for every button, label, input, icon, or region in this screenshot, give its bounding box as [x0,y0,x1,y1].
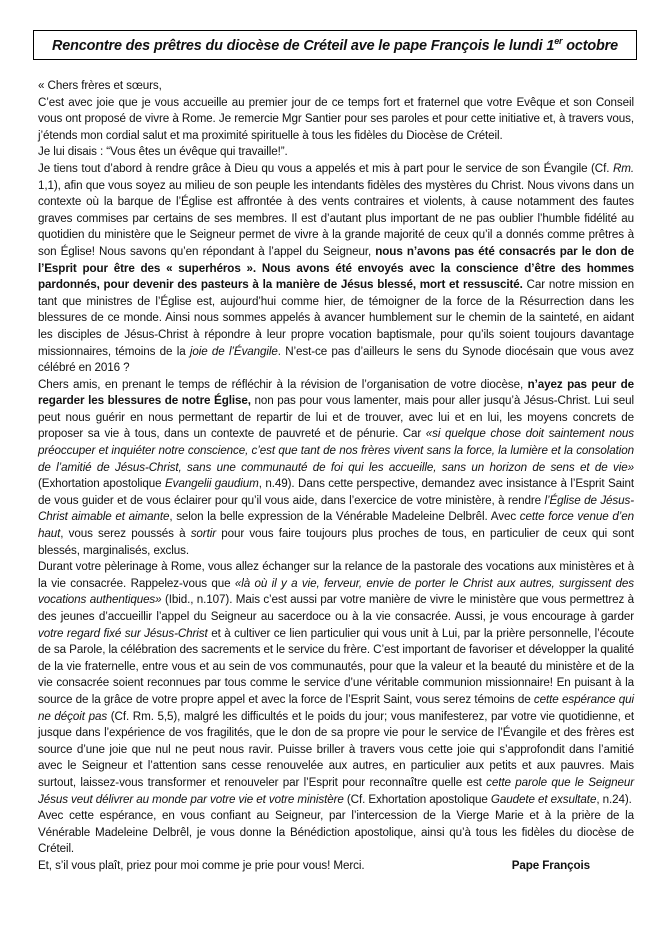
paragraph [38,144,634,161]
paragraph [38,559,634,808]
paragraphs [38,78,634,858]
text-run: , n.24). [596,792,632,806]
italic-text: «là où il y a vie, ferveur, envie de porter le Christ aux autres, surgissent des vocations authentiques» [38,576,634,607]
paragraph [38,78,634,95]
italic-text: Rm. [612,161,634,175]
italic-text: cette force venue d’en haut [38,510,634,541]
text-run: Car notre mission en tant que ministres de l’Église est, aujourd’hui comme hier, de témoigner de la force de la Résurrection dans les blessures de ce monde. Ainsi nous sommes appelés à avancer humblement sur le chemin de la sainteté, en aidant les disciples de Jésus-Christ à répondre à leur propre vocation baptismale, pour qu’ils soient toujours davantage missionnaires, témoins de la [38,278,634,358]
italic-text: l’Église de Jésus-Christ aimable et aimante [38,493,634,524]
italic-text: cette parole que le Seigneur Jésus veut délivrer au monde par votre vie et votre ministère [38,775,634,806]
text-run: et à cultiver ce lien particulier qui vous unit à Lui, par la prière personnelle, l’écoute de sa Parole, la célébration des sacrements et le service du frère. C’est important de favoriser et développer la qualité de la vie fraternelle, entre vous et au sein de vos communautés, pour que la valeur et la beauté du ministère et de la vie consacrée soient reconnues par tous comme le service d’une véritable communion missionnaire! En puisant à la source de la grâce de votre propre appel et avec la force de l’Esprit Saint, vous serez témoins de [38,626,634,706]
bold-text: nous n’avons pas été consacrés par le don de l’Esprit pour être des « superhéros ». Nous avons été envoyés avec la conscience d’être des hommes pardonnés, pour devenir des pasteurs à la manière de Jésus blessé, mort et ressuscité. [38,244,635,292]
text-run: Durant votre pèlerinage à Rome, vous allez échanger sur la relance de la pastorale des vocations aux ministères et à la vie consacrée. Rappelez-vous que [38,560,634,590]
signature: Pape François [511,858,590,872]
italic-text: Gaudete et exsultate [490,792,597,806]
text-run: Chers amis, en prenant le temps de réfléchir à la révision de l’organisation de votre diocèse, [38,377,528,391]
text-run: « Chers frères et sœurs, [38,79,162,92]
text-run: Je tiens tout d’abord à rendre grâce à Dieu qu vous a appelés et mis à part pour le service de son Évangile (Cf. [38,161,613,175]
italic-text: joie de l’Évangile [189,344,278,358]
title-box [33,30,637,60]
bold-text: n’ayez pas peur de regarder les blessures de notre Église, [38,377,634,408]
text-run: (Exhortation apostolique [38,477,165,491]
paragraph [38,808,634,858]
letter-body [38,78,634,875]
title-superscript: er [554,36,563,47]
text-run: , vous serez poussés à [60,527,191,541]
text-run: (Ibid., n.107). Mais c’est aussi par votre manière de vivre le ministère que vous permettrez à des jeunes d’accueillir l’appel du Seigneur au sacerdoce ou à la vie consacrée. Aussi, je vous encourage à garder [38,593,634,623]
text-run: (Cf. Rm. 5,5), malgré les difficultés et le poids du jour; vous manifesterez, par votre vie quotidienne, et jusque dans l’expérience de vos fragilités, que le don de sa propre vie pour le service de l’Évangile et des frères est source d’une joie que nul ne peut nous ravir. Puisse briller à travers vous cette joie qui s’approfondit dans l’amitié avec le Seigneur et l’attention sans cesse renouvelée aux autres, en particulier aux petits et aux pauvres. Mais surtout, laissez-vous transformer et renouveler par l’Esprit pour reconnaître quelle est [38,709,634,789]
document-title [52,36,618,54]
italic-text: Evangelii gaudium [164,477,259,491]
text-run: , n.49). Dans cette perspective, demandez avec insistance à l’Esprit Saint de vous guider et de vous éclairer pour qu’il vous aide, dans l’exercice de votre ministère, à rendre [38,477,635,507]
closing-text: Et, s’il vous plaît, priez pour moi comme je prie pour vous! Merci. [38,858,365,872]
closing-line [38,858,634,875]
paragraph [38,161,634,377]
paragraph [38,377,634,560]
text-run: C’est avec joie que je vous accueille au premier jour de ce temps fort et fraternel que votre Evêque et son Conseil vous ont proposé de vivre à Rome. Je remercie Mgr Santier pour ses paroles et pour cette initiative et, à travers vous, j’étends mon cordial salut et ma proximité spirituelle à tous les fidèles du Diocèse de Créteil. [38,95,634,142]
text-run: pour vous faire toujours plus proches de tous, en particulier de ceux qui sont blessés, marginalisés, exclus. [38,527,634,557]
text-run: non pas pour vous lamenter, mais pour aller jusqu’à Jésus-Christ. Lui seul peut nous guérir en nous permettant de repartir de lui et de trouver, avec lui et en lui, les moyens concrets de proposer sa vie à tous, dans un contexte de pauvreté et de pénurie. Car [38,394,634,441]
italic-text: sortir [190,527,216,541]
text-run: . N’est-ce pas d’ailleurs le sens du Synode diocésain que vous avez célébré en 2016 ? [38,344,634,375]
text-run: , selon la belle expression de la Vénérable Madeleine Delbrêl. Avec [169,510,520,524]
text-run: Je lui disais : “Vous êtes un évêque qui travaille!”. [38,145,288,159]
title-end: octobre [562,37,618,54]
paragraph [38,95,634,145]
text-run: Avec cette espérance, en vous confiant au Seigneur, par l’intercession de la Vierge Marie et à la prière de la Vénérable Madeleine Delbrêl, je vous donne la Bénédiction apostolique, ainsi qu’à tous les fidèles du diocèse de Créteil. [38,809,634,856]
italic-text: votre regard fixé sur Jésus-Christ [38,626,208,640]
text-run: 1,1), afin que vous soyez au milieu de son peuple les intendants fidèles des mystères du Christ. Nous vivons dans un contexte où la barque de l’Église est affrontée à des vents contraires et violents, à cause notamment des fautes graves commises par certains de ses membres. Il est d’autant plus important de ne pas oublier l’humble fidélité au quotidien du ministère que le Seigneur permet de vivre à la grande majorité de ceux qu’il a donnés comme prêtres à son Église! Nous savons qu’en répondant à l’appel du Seigneur, [38,178,634,258]
text-run: (Cf. Exhortation apostolique [343,792,491,806]
italic-text: «si quelque chose doit saintement nous préoccuper et inquiéter notre conscience, c’est que tant de nos frères vivent sans la force, la lumière et la consolation de l’amitié de Jésus-Christ, sans une communauté de foi qui les accueille, sans un horizon de sens et de vie» [38,427,634,474]
title-main: Rencontre des prêtres du diocèse de Créteil ave le pape François le lundi 1 [52,37,555,54]
italic-text: cette espérance qui ne déçoit pas [38,692,634,723]
